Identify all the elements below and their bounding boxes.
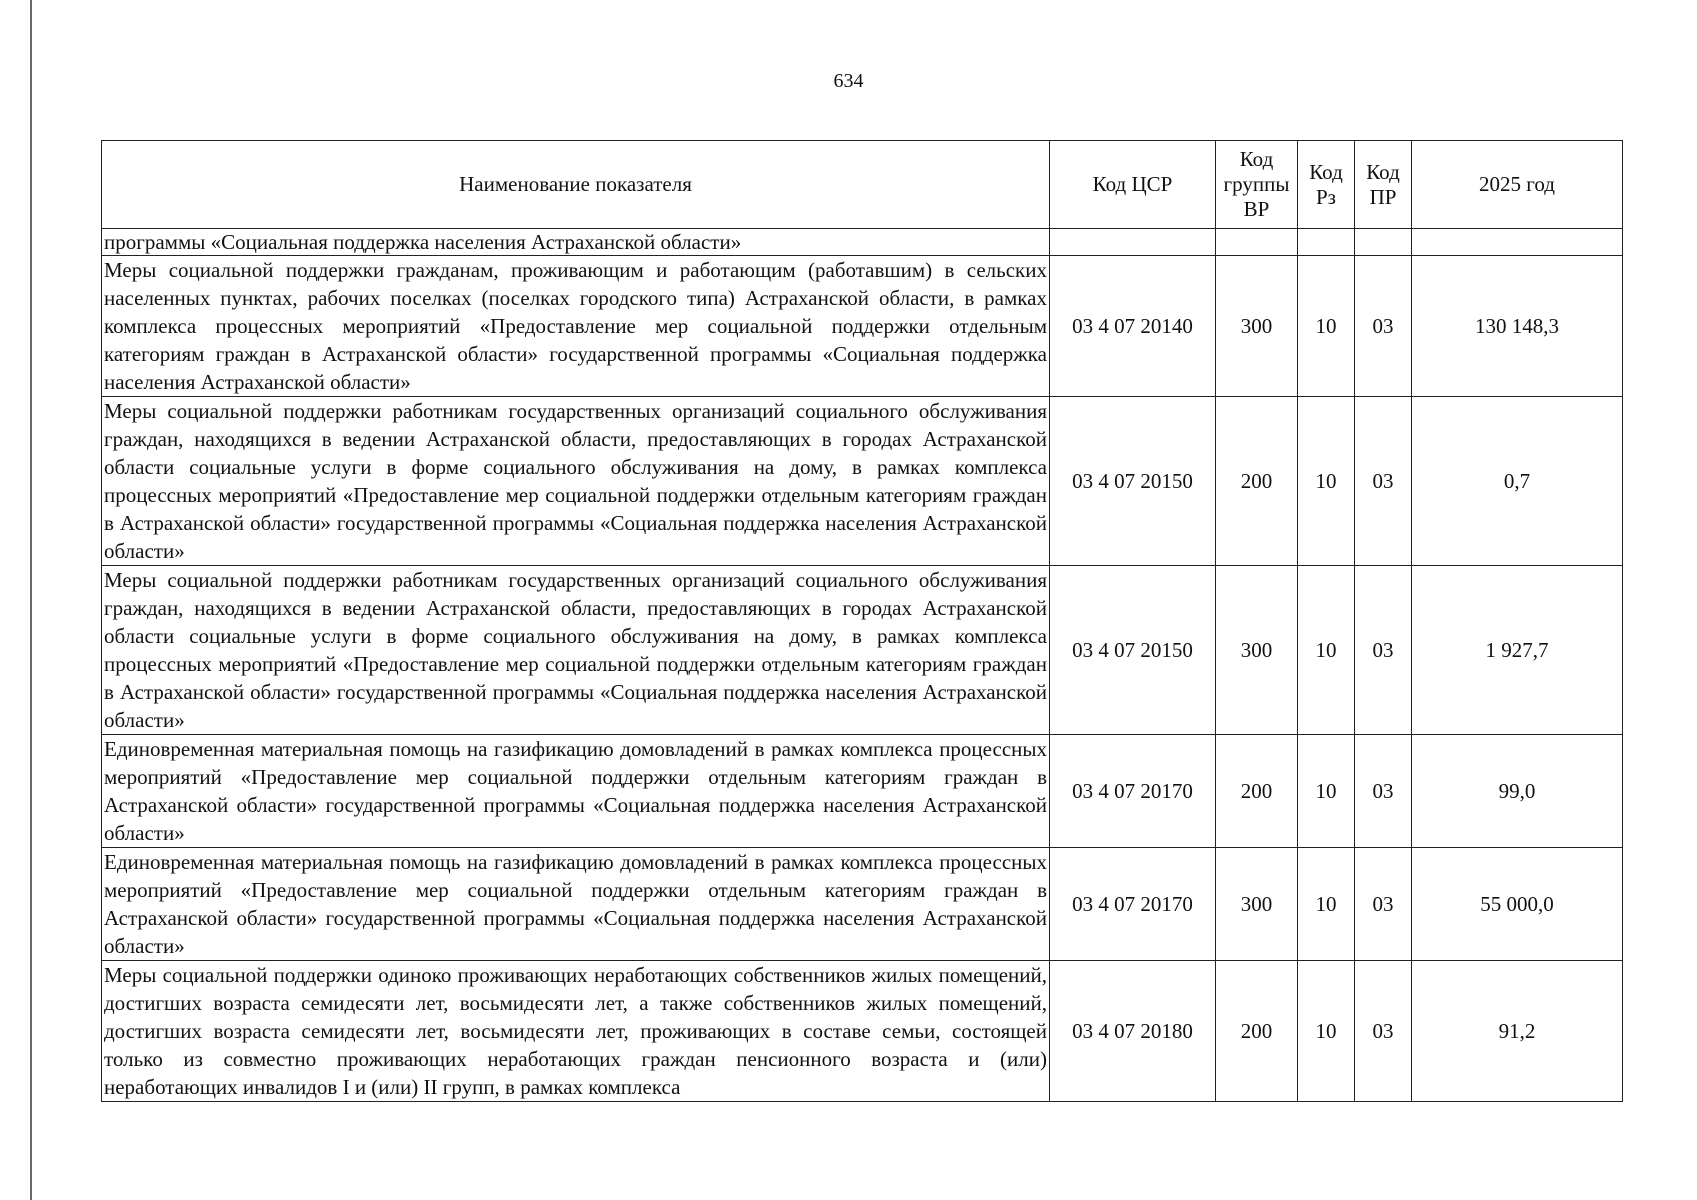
row-amount: 55 000,0 bbox=[1412, 848, 1623, 961]
table-row bbox=[102, 566, 1623, 735]
table-row bbox=[102, 229, 1623, 256]
row-vr: 200 bbox=[1216, 397, 1298, 566]
row-rz: 10 bbox=[1298, 256, 1355, 397]
table-row bbox=[102, 848, 1623, 961]
row-pr: 03 bbox=[1355, 397, 1412, 566]
row-rz: 10 bbox=[1298, 566, 1355, 735]
row-csr: 03 4 07 20180 bbox=[1050, 961, 1216, 1102]
header-pr: Код ПР bbox=[1355, 141, 1412, 229]
row-name: Единовременная материальная помощь на газификацию домовладений в рамках комплекса процессных мероприятий «Предоставление мер социальной поддержки отдельным категориям граждан в Астраханской области» государственной программы «Социальная поддержка населения Астраханской области» bbox=[102, 735, 1050, 848]
row-pr: 03 bbox=[1355, 961, 1412, 1102]
row-name: Меры социальной поддержки работникам государственных организаций социального обслуживания граждан, находящихся в ведении Астраханской области, предоставляющих в городах Астраханской области социальные услуги в форме социального обслуживания на дому, в рамках комплекса процессных мероприятий «Предоставление мер социальной поддержки отдельным категориям граждан в Астраханской области» государственной программы «Социальная поддержка населения Астраханской области» bbox=[102, 566, 1050, 735]
row-vr bbox=[1216, 229, 1298, 256]
row-amount: 91,2 bbox=[1412, 961, 1623, 1102]
row-name: программы «Социальная поддержка населения Астраханской области» bbox=[102, 229, 1050, 256]
row-vr: 300 bbox=[1216, 256, 1298, 397]
table-row bbox=[102, 961, 1623, 1102]
row-csr: 03 4 07 20170 bbox=[1050, 848, 1216, 961]
row-vr: 200 bbox=[1216, 735, 1298, 848]
header-name: Наименование показателя bbox=[102, 141, 1050, 229]
row-name: Меры социальной поддержки одиноко проживающих неработающих собственников жилых помещений, достигших возраста семидесяти лет, восьмидесяти лет, а также собственников жилых помещений, достигших возраста семидесяти лет, восьмидесяти лет, проживающих в составе семьи, состоящей только из совместно проживающих неработающих граждан пенсионного возраста и (или) неработающих инвалидов I и (или) II групп, в рамках комплекса bbox=[102, 961, 1050, 1102]
page-binding-line bbox=[30, 0, 32, 1200]
row-csr: 03 4 07 20140 bbox=[1050, 256, 1216, 397]
table-row bbox=[102, 397, 1623, 566]
row-pr bbox=[1355, 229, 1412, 256]
row-rz: 10 bbox=[1298, 735, 1355, 848]
row-csr: 03 4 07 20170 bbox=[1050, 735, 1216, 848]
row-pr: 03 bbox=[1355, 848, 1412, 961]
row-name: Единовременная материальная помощь на газификацию домовладений в рамках комплекса процессных мероприятий «Предоставление мер социальной поддержки отдельным категориям граждан в Астраханской области» государственной программы «Социальная поддержка населения Астраханской области» bbox=[102, 848, 1050, 961]
row-csr: 03 4 07 20150 bbox=[1050, 566, 1216, 735]
page-number: 634 bbox=[833, 70, 864, 92]
header-year: 2025 год bbox=[1412, 141, 1623, 229]
row-pr: 03 bbox=[1355, 566, 1412, 735]
table-header-row bbox=[102, 141, 1623, 229]
table-row bbox=[102, 256, 1623, 397]
header-rz: Код Рз bbox=[1298, 141, 1355, 229]
row-pr: 03 bbox=[1355, 735, 1412, 848]
row-pr: 03 bbox=[1355, 256, 1412, 397]
row-vr: 200 bbox=[1216, 961, 1298, 1102]
row-rz: 10 bbox=[1298, 961, 1355, 1102]
header-vr: Код группы ВР bbox=[1216, 141, 1298, 229]
row-amount: 1 927,7 bbox=[1412, 566, 1623, 735]
budget-table bbox=[101, 140, 1623, 1102]
row-vr: 300 bbox=[1216, 566, 1298, 735]
header-csr: Код ЦСР bbox=[1050, 141, 1216, 229]
row-csr bbox=[1050, 229, 1216, 256]
row-rz: 10 bbox=[1298, 848, 1355, 961]
row-name: Меры социальной поддержки работникам государственных организаций социального обслуживания граждан, находящихся в ведении Астраханской области, предоставляющих в городах Астраханской области социальные услуги в форме социального обслуживания на дому, в рамках комплекса процессных мероприятий «Предоставление мер социальной поддержки отдельным категориям граждан в Астраханской области» государственной программы «Социальная поддержка населения Астраханской области» bbox=[102, 397, 1050, 566]
row-rz: 10 bbox=[1298, 397, 1355, 566]
row-name: Меры социальной поддержки гражданам, проживающим и работающим (работавшим) в сельских населенных пунктах, рабочих поселках (поселках городского типа) Астраханской области, в рамках комплекса процессных мероприятий «Предоставление мер социальной поддержки отдельным категориям граждан в Астраханской области» государственной программы «Социальная поддержка населения Астраханской области» bbox=[102, 256, 1050, 397]
row-amount: 0,7 bbox=[1412, 397, 1623, 566]
row-csr: 03 4 07 20150 bbox=[1050, 397, 1216, 566]
table-row bbox=[102, 735, 1623, 848]
row-rz bbox=[1298, 229, 1355, 256]
row-amount bbox=[1412, 229, 1623, 256]
row-amount: 130 148,3 bbox=[1412, 256, 1623, 397]
row-vr: 300 bbox=[1216, 848, 1298, 961]
row-amount: 99,0 bbox=[1412, 735, 1623, 848]
